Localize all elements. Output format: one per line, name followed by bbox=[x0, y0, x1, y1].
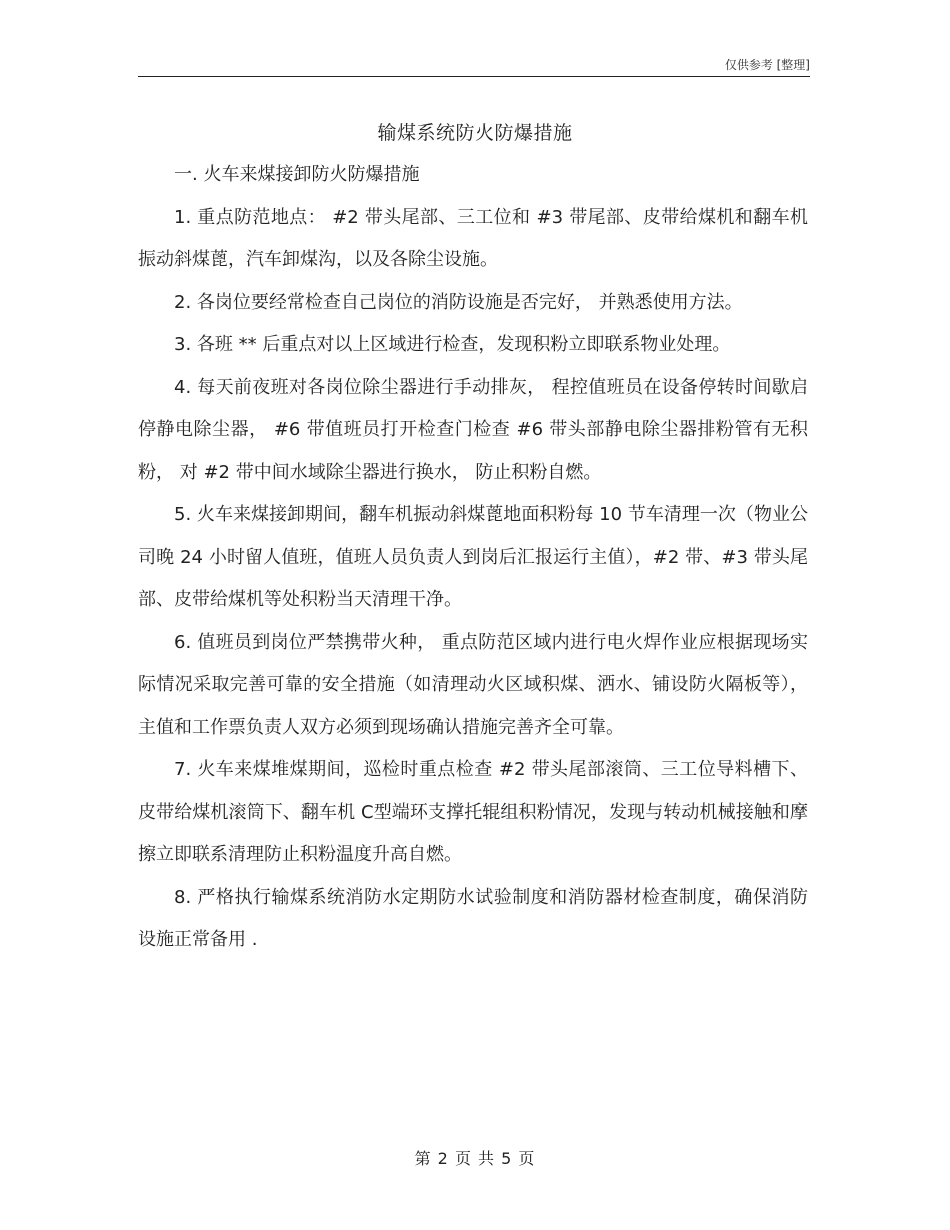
header-rule bbox=[138, 76, 810, 77]
list-item: 6. 值班员到岗位严禁携带火种， 重点防范区域内进行电火焊作业应根据现场实际情况采取完善可靠的安全措施（如清理动火区域积煤、洒水、铺设防火隔板等），主值和工作票负责人双方必须到现场确认措施完善齐全可靠。 bbox=[138, 631, 808, 738]
list-item: 7. 火车来煤堆煤期间，巡检时重点检查 #2 带头尾部滚筒、三工位导料槽下、皮带给煤机滚筒下、翻车机 C型端环支撑托辊组积粉情况，发现与转动机械接触和摩擦立即联系清理防止积粉温度升高自燃。 bbox=[138, 759, 808, 865]
header-note: 仅供参考 [整理] bbox=[724, 58, 810, 72]
list-item: 8. 严格执行输煤系统消防水定期防水试验制度和消防器材检查制度，确保消防设施正常备用 . bbox=[138, 886, 808, 950]
list-item: 2. 各岗位要经常检查自己岗位的消防设施是否完好， 并熟悉使用方法。 bbox=[174, 291, 743, 313]
list-item: 5. 火车来煤接卸期间，翻车机振动斜煤蓖地面积粉每 10 节车清理一次（物业公司晚 24 小时留人值班，值班人员负责人到岗后汇报运行主值），#2 带、#3 带头尾部、皮带给煤机等处积粉当天清理干净。 bbox=[138, 504, 808, 610]
page-number: 第 2 页 共 5 页 bbox=[414, 1149, 536, 1168]
document-title: 输煤系统防火防爆措施 bbox=[377, 122, 573, 144]
document-body bbox=[138, 154, 808, 962]
section-heading: 一. 火车来煤接卸防火防爆措施 bbox=[174, 164, 420, 185]
list-item: 1. 重点防范地点： #2 带头尾部、三工位和 #3 带尾部、皮带给煤机和翻车机振动斜煤蓖，汽车卸煤沟，以及各除尘设施。 bbox=[138, 206, 808, 270]
list-item: 3. 各班 ** 后重点对以上区域进行检查，发现积粉立即联系物业处理。 bbox=[174, 334, 731, 355]
list-item: 4. 每天前夜班对各岗位除尘器进行手动排灰， 程控值班员在设备停转时间歇启停静电除尘器， #6 带值班员打开检查门检查 #6 带头部静电除尘器排粉管有无积粉， 对 #2 带中间水域除尘器进行换水， 防止积粉自燃。 bbox=[138, 376, 808, 483]
